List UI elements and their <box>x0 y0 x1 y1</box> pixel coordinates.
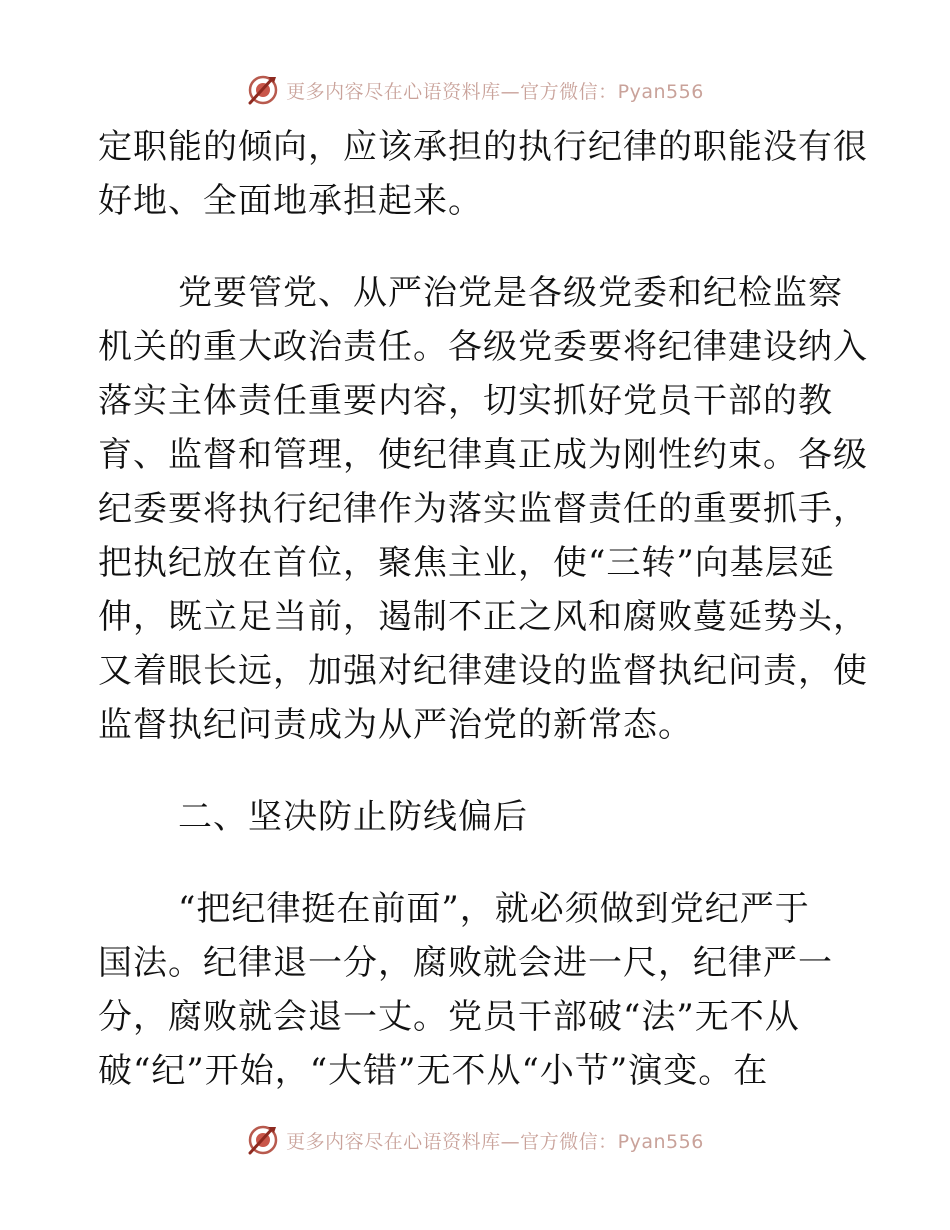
section-heading <box>98 790 858 844</box>
text-line: 又着眼长远，加强对纪律建设的监督执纪问责，使 <box>98 651 868 691</box>
watermark-text: 更多内容尽在心语资料库—官方微信：Pyan556 <box>286 1130 704 1153</box>
heading-line: 二、坚决防止防线偏后 <box>178 797 528 837</box>
text-line: 育、监督和管理，使纪律真正成为刚性约束。各级 <box>98 435 868 475</box>
text-line: 机关的重大政治责任。各级党委要将纪律建设纳入 <box>98 327 868 367</box>
paragraph-1 <box>98 120 868 228</box>
text-line: 定职能的倾向，应该承担的执行纪律的职能没有很 <box>98 127 868 167</box>
text-line: “把纪律挺在前面”，就必须做到党纪严于 <box>178 889 810 929</box>
text-line: 伸，既立足当前，遏制不正之风和腐败蔓延势头， <box>98 597 868 637</box>
watermark-text: 更多内容尽在心语资料库—官方微信：Pyan556 <box>286 80 704 103</box>
text-line: 破“纪”开始，“大错”无不从“小节”演变。在 <box>98 1051 769 1091</box>
document-body <box>98 120 868 1098</box>
text-line: 国法。纪律退一分，腐败就会进一尺，纪律严一 <box>98 943 833 983</box>
text-line: 分，腐败就会退一丈。党员干部破“法”无不从 <box>98 997 800 1037</box>
footer-watermark <box>0 1120 950 1160</box>
text-line: 纪委要将执行纪律作为落实监督责任的重要抓手， <box>98 489 868 529</box>
text-line: 落实主体责任重要内容，切实抓好党员干部的教 <box>98 381 833 421</box>
text-line: 党要管党、从严治党是各级党委和纪检监察 <box>178 273 843 313</box>
quill-logo-icon <box>246 73 280 107</box>
paragraph-3 <box>98 882 858 1098</box>
text-line: 把执纪放在首位，聚焦主业，使“三转”向基层延 <box>98 543 835 583</box>
text-line: 好地、全面地承担起来。 <box>98 181 483 221</box>
header-watermark <box>0 70 950 110</box>
paragraph-2 <box>98 266 868 752</box>
text-line: 监督执纪问责成为从严治党的新常态。 <box>98 705 693 745</box>
quill-logo-icon <box>246 1123 280 1157</box>
